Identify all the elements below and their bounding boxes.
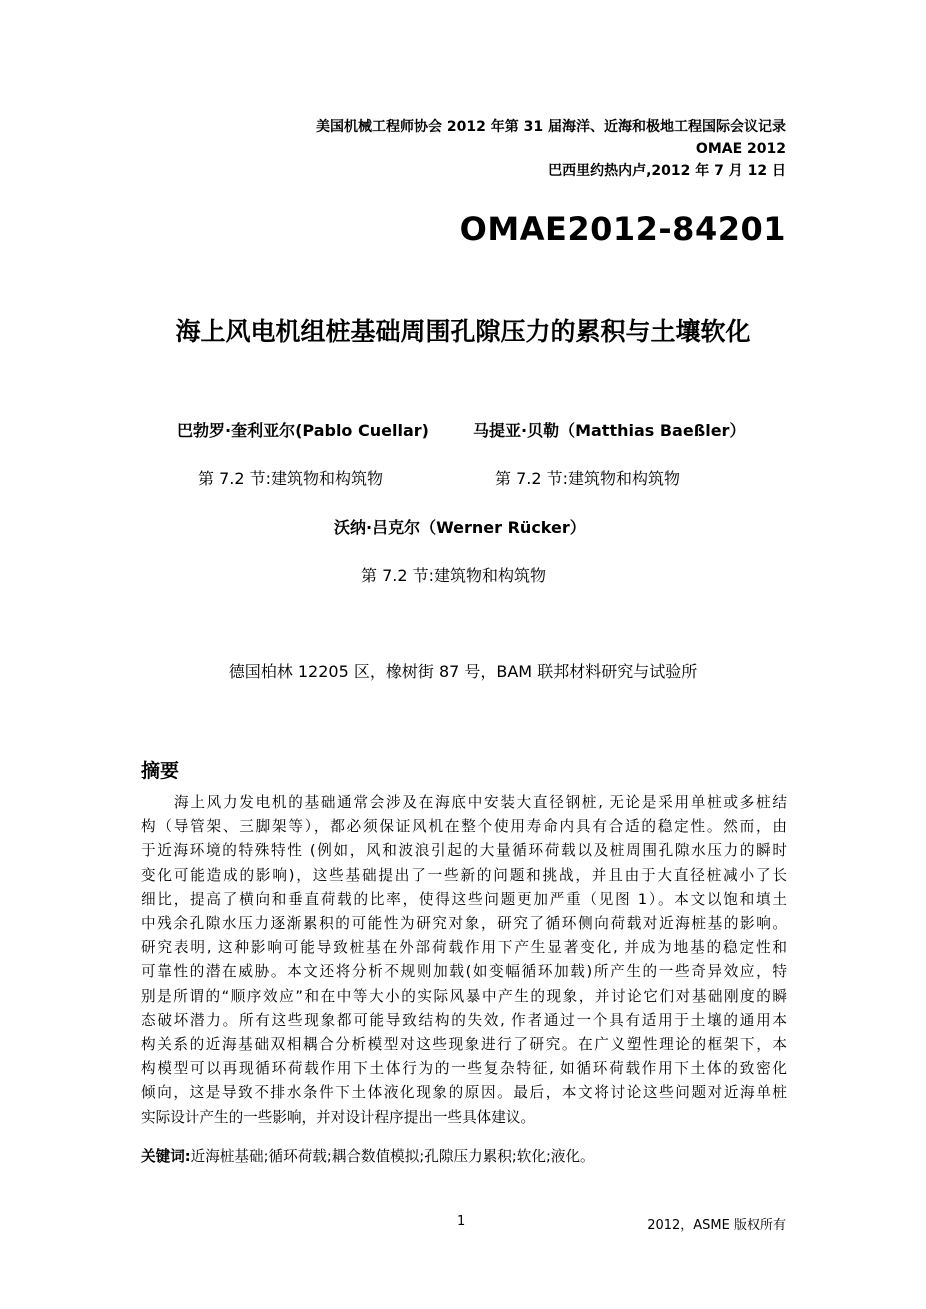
author-name-1: 巴勃罗·奎利亚尔(Pablo Cuellar)	[177, 421, 429, 440]
abstract-line: 实际设计产生的一些影响，并对设计程序提出一些具体建议。	[141, 1108, 536, 1126]
abstract-line: 可靠性的潜在威胁。本文还将分析不规则加载(如变幅循环加载)所产生的一些奇异效应，特	[141, 963, 787, 981]
institution-address: 德国柏林 12205 区，橡树街 87 号，BAM 联邦材料研究与试验所	[228, 662, 698, 681]
abstract-line: 于近海环境的特殊特性 (例如，风和波浪引起的大量循环荷载以及桩周围孔隙水压力的瞬时	[141, 842, 787, 860]
conference-location-date: 巴西里约热内卢,2012 年 7 月 12 日	[548, 163, 786, 179]
abstract-line: 构（导管架、三脚架等），都必须保证风机在整个使用寿命内具有合适的稳定性。然而，由	[141, 818, 787, 836]
paper-id: OMAE2012-84201	[459, 210, 786, 248]
abstract-line: 倾向，这是导致不排水条件下土体液化现象的原因。最后，本文将讨论这些问题对近海单桩	[141, 1084, 787, 1102]
abstract-heading: 摘要	[141, 760, 180, 782]
conference-header	[316, 116, 786, 182]
abstract-body	[141, 791, 787, 1130]
conference-short-name: OMAE 2012	[695, 141, 786, 157]
abstract-line: 别是所谓的“顺序效应”和在中等大小的实际风暴中产生的现象，并讨论它们对基础刚度的瞬	[141, 987, 787, 1005]
abstract-line: 态破坏潜力。所有这些现象都可能导致结构的失效, 作者通过一个具有适用于土壤的通用本	[141, 1011, 787, 1029]
abstract-line: 变化可能造成的影响)，这些基础提出了一些新的问题和挑战，并且由于大直径桩减小了长	[141, 866, 787, 884]
page-number: 1	[457, 1214, 466, 1229]
paper-title: 海上风电机组桩基础周围孔隙压力的累积与土壤软化	[175, 317, 751, 346]
author-affiliation-3: 第 7.2 节:建筑物和构筑物	[361, 566, 547, 585]
abstract-line: 海上风力发电机的基础通常会涉及在海底中安装大直径钢桩, 无论是采用单桩或多桩结	[174, 794, 787, 811]
author-affiliation-1: 第 7.2 节:建筑物和构筑物	[198, 469, 384, 488]
conference-name: 美国机械工程师协会 2012 年第 31 届海洋、近海和极地工程国际会议记录	[316, 119, 786, 135]
author-name-2: 马提亚·贝勒（Matthias Baeßler）	[473, 421, 746, 440]
author-name-3: 沃纳·吕克尔（Werner Rücker）	[334, 518, 586, 537]
abstract-line: 研究表明, 这种影响可能导致桩基在外部荷载作用下产生显著变化, 并成为地基的稳定性和	[141, 939, 787, 957]
keywords-text: 近海桩基础;循环荷载;耦合数值模拟;孔隙压力累积;软化;液化。	[190, 1148, 595, 1165]
abstract-line: 构关系的近海基础双相耦合分析模型对这些现象进行了研究。在广义塑性理论的框架下，本	[141, 1036, 787, 1054]
abstract-line: 中残余孔隙水压力逐渐累积的可能性为研究对象，研究了循环侧向荷载对近海桩基的影响。	[141, 915, 787, 933]
keywords-label: 关键词:	[141, 1148, 191, 1165]
keywords	[141, 1145, 595, 1166]
abstract-line: 细比，提高了横向和垂直荷载的比率，使得这些问题更加严重（见图 1）。本文以饱和填土	[141, 890, 787, 908]
abstract-line: 构模型可以再现循环荷载作用下土体行为的一些复杂特征, 如循环荷载作用下土体的致密化	[141, 1060, 787, 1078]
author-affiliation-2: 第 7.2 节:建筑物和构筑物	[495, 469, 681, 488]
copyright-notice: 2012，ASME 版权所有	[647, 1218, 786, 1233]
